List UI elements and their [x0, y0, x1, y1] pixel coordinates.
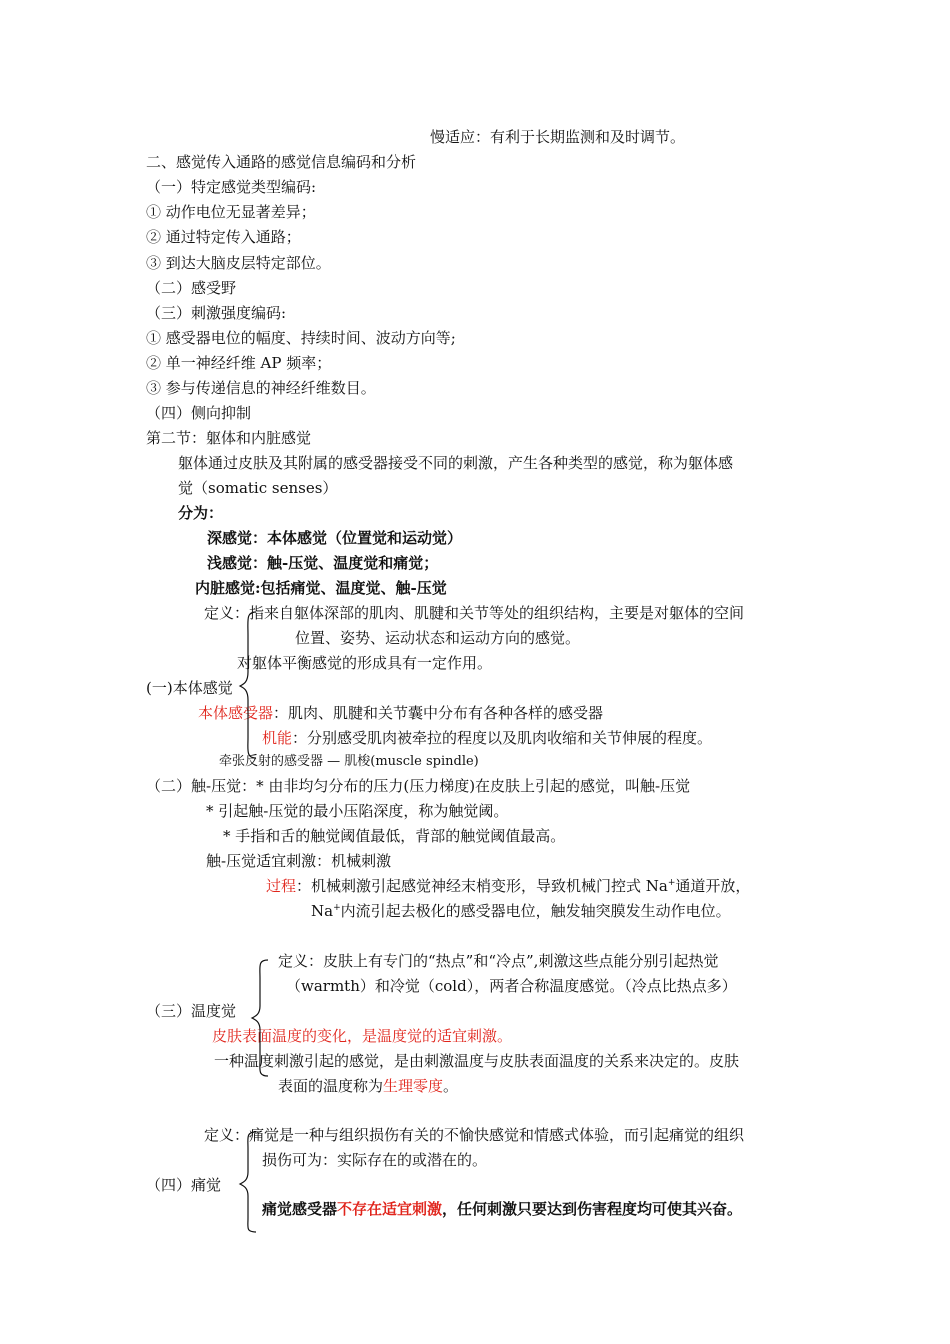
text-line [262, 731, 712, 746]
text-span: 内流引起去极化的感受器电位，触发轴突膜发生动作电位。 [340, 902, 731, 920]
highlight-term: 生理零度 [383, 1077, 444, 1095]
highlight-term: 不存在适宜刺激 [337, 1200, 443, 1218]
text-line: 一种温度刺激引起的感觉，是由刺激温度与皮肤表面温度的关系来决定的。皮肤 [214, 1052, 740, 1070]
definition-line: 定义：指来自躯体深部的肌肉、肌腱和关节等处的组织结构，主要是对躯体的空间 [204, 604, 745, 622]
text-line: 对躯体平衡感觉的形成具有一定作用。 [237, 654, 493, 672]
definition-line: 位置、姿势、运动状态和运动方向的感觉。 [295, 629, 581, 647]
text-line: 慢适应：有利于长期监测和及时调节。 [430, 128, 686, 146]
text-line [198, 706, 603, 721]
section-heading: 二、感觉传入通路的感觉信息编码和分析 [146, 153, 417, 171]
highlight-term: 过程 [266, 877, 297, 895]
paragraph-line: 躯体通过皮肤及其附属的感受器接受不同的刺激，产生各种类型的感觉，称为躯体感 [178, 454, 734, 472]
superscript: + [667, 878, 676, 888]
text-span: ：分别感受肌肉被牵拉的程度以及肌肉收缩和关节伸展的程度。 [292, 729, 713, 747]
bold-label: 分为： [178, 504, 224, 522]
paragraph-line: 觉（somatic senses） [178, 479, 338, 497]
definition-line: 损伤可为：实际存在的或潜在的。 [262, 1151, 488, 1169]
chapter-heading: 第二节：躯体和内脏感觉 [146, 429, 312, 447]
subsection-heading: （四）侧向抑制 [146, 404, 252, 422]
definition-line: （warmth）和冷觉（cold），两者合称温度感觉。（冷点比热点多） [286, 977, 737, 995]
definition-line: 定义：痛觉是一种与组织损伤有关的不愉快感觉和情感式体验，而引起痛觉的组织 [204, 1126, 745, 1144]
text-line [311, 904, 731, 919]
text-line [278, 1079, 458, 1094]
list-item: ② 通过特定传入通路； [146, 228, 301, 246]
text-span: 痛觉感受器 [262, 1200, 338, 1218]
list-item: ③ 到达大脑皮层特定部位。 [146, 254, 331, 272]
text-line: * 手指和舌的触觉阈值最低，背部的触觉阈值最高。 [223, 827, 566, 845]
text-span: 表面的温度称为 [278, 1077, 384, 1095]
text-span: Na [311, 902, 334, 920]
list-item: ② 单一神经纤维 AP 频率； [146, 354, 332, 372]
bold-line: 浅感觉：触-压觉、温度觉和痛觉； [207, 554, 439, 572]
text-span: ，任何刺激只要达到伤害程度均可使其兴奋。 [442, 1200, 743, 1218]
topic-label: （四）痛觉 [146, 1176, 222, 1194]
text-span: 通道开放， [675, 877, 751, 895]
definition-line: 定义：皮肤上有专门的“热点”和“冷点”,刺激这些点能分别引起热觉 [278, 952, 719, 970]
subsection-heading: （三）刺激强度编码: [146, 304, 287, 322]
curly-brace-icon [250, 958, 270, 1078]
topic-line: （二）触-压觉：* 由非均匀分布的压力(压力梯度)在皮肤上引起的感觉，叫触-压觉 [146, 777, 691, 795]
small-note: 牵张反射的感受器 — 肌梭(muscle spindle) [219, 754, 479, 769]
text-span: 。 [443, 1077, 459, 1095]
list-item: ③ 参与传递信息的神经纤维数目。 [146, 379, 376, 397]
curly-brace-icon [238, 610, 258, 760]
subsection-heading: （二）感受野 [146, 279, 237, 297]
list-item: ① 动作电位无显著差异； [146, 203, 316, 221]
text-span: ：肌肉、肌腱和关节囊中分布有各种各样的感受器 [273, 704, 604, 722]
text-line [266, 879, 750, 894]
highlight-term: 本体感受器 [198, 704, 274, 722]
topic-label: (一)本体感觉 [146, 679, 233, 697]
highlight-term: 机能 [262, 729, 293, 747]
text-line: * 引起触-压觉的最小压陷深度，称为触觉阈。 [206, 802, 509, 820]
bold-line: 深感觉：本体感觉（位置觉和运动觉） [207, 529, 463, 547]
topic-label: （三）温度觉 [146, 1002, 237, 1020]
bold-line: 内脏感觉:包括痛觉、温度觉、触-压觉 [195, 579, 447, 597]
highlight-line: 皮肤表面温度的变化，是温度觉的适宜刺激。 [212, 1027, 513, 1045]
subsection-heading: （一）特定感觉类型编码: [146, 178, 317, 196]
text-line: 触-压觉适宜刺激：机械刺激 [206, 852, 392, 870]
text-span: ：机械刺激引起感觉神经末梢变形，导致机械门控式 Na [296, 877, 668, 895]
superscript: + [333, 903, 341, 913]
list-item: ① 感受器电位的幅度、持续时间、波动方向等; [146, 329, 456, 347]
bold-line [262, 1202, 742, 1217]
curly-brace-icon [238, 1130, 258, 1234]
